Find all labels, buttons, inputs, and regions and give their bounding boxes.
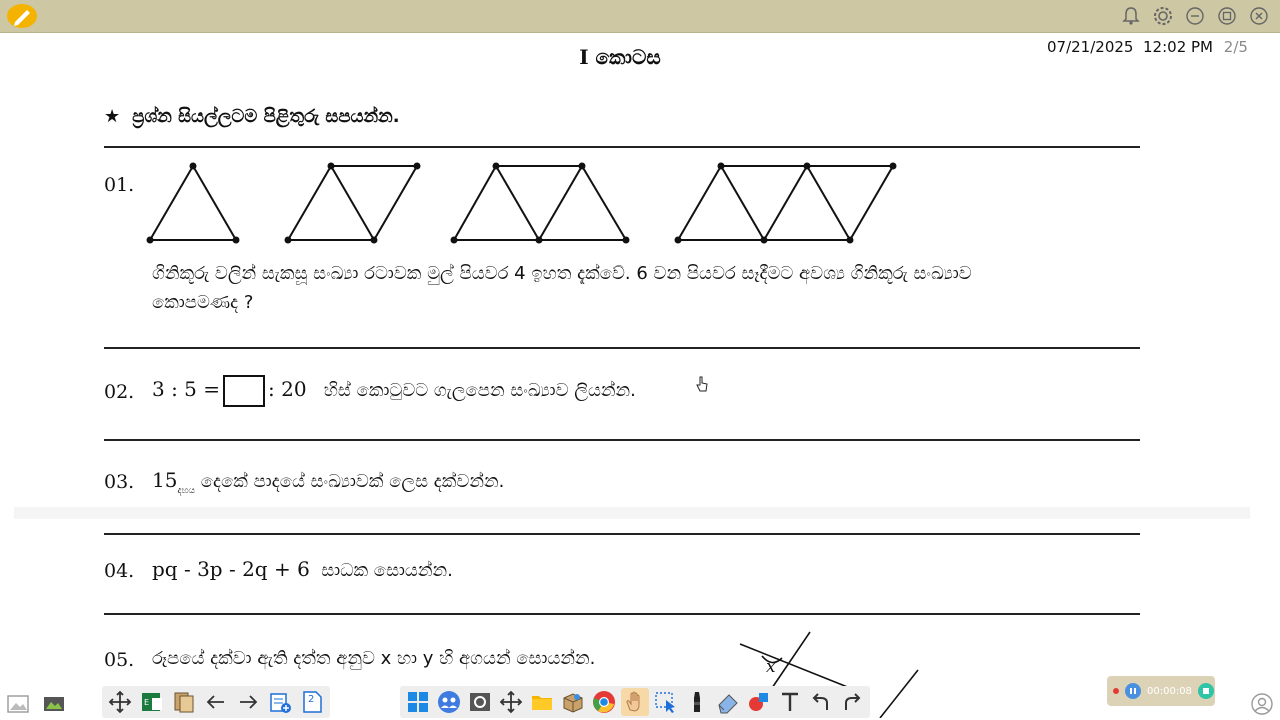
q3-line: [152, 468, 504, 496]
instruction-text: ප්‍රශ්න සියල්ලටම පිළිතුරු සපයන්න.: [132, 106, 400, 127]
q2-text: හිස් කොටුවට ගැලපෙන සංඛ්‍යාව ලියන්න.: [323, 380, 636, 401]
box-icon[interactable]: [559, 688, 587, 716]
tools-toolbar: [400, 686, 870, 718]
whiteboard-icon[interactable]: [138, 688, 166, 716]
svg-text:E: E: [144, 698, 150, 707]
star-icon: ★: [104, 106, 121, 127]
start-icon[interactable]: [404, 688, 432, 716]
q3-number-value: 15: [152, 468, 178, 492]
divider: [104, 533, 1140, 535]
shapes-icon[interactable]: [745, 688, 773, 716]
hand-icon[interactable]: [621, 688, 649, 716]
q2-ratio-left: 3 : 5 =: [152, 377, 221, 401]
corner-left-icons: [4, 690, 68, 718]
folder-icon[interactable]: [528, 688, 556, 716]
move-icon[interactable]: [106, 688, 134, 716]
close-icon[interactable]: [1246, 4, 1272, 28]
gear-icon[interactable]: [1150, 4, 1176, 28]
divider: [104, 613, 1140, 615]
screen-recorder-widget: [1107, 676, 1215, 706]
q4-expression: pq - 3p - 2q + 6: [152, 557, 310, 581]
angle-label-x: x: [766, 657, 776, 677]
divider: [104, 347, 1140, 349]
minimize-icon[interactable]: [1182, 4, 1208, 28]
undo-icon[interactable]: [807, 688, 835, 716]
q1-number: 01.: [104, 174, 135, 196]
q4-line: [152, 557, 453, 581]
q2-number: 02.: [104, 381, 135, 403]
screenshot-icon[interactable]: [466, 688, 494, 716]
stop-recording-icon[interactable]: [1198, 683, 1214, 699]
q5-number: 05.: [104, 649, 135, 671]
text-icon[interactable]: [776, 688, 804, 716]
q1-text-line1: ගිනිකූරු වලින් සැකසූ සංඛ්‍යා රටාවක මුල් පියවර 4 ඉහත දැක්වේ. 6 වන පියවර සෑදීමට අවශ්‍ය ගිනිකූරු සංඛ්‍යාව: [152, 263, 972, 284]
pan-icon[interactable]: [497, 688, 525, 716]
q5-text: රූපයේ දක්වා ඇති දත්ත අනුව x හා y හි අගයන් සොයන්න.: [152, 648, 596, 669]
q3-number: 03.: [104, 471, 135, 493]
teams-icon[interactable]: [435, 688, 463, 716]
redo-icon[interactable]: [838, 688, 866, 716]
q3-text: දෙකේ පාදයේ සංඛ්‍යාවක් ලෙස දක්වන්න.: [200, 471, 505, 492]
scroll-shadow: [14, 507, 1250, 519]
part-title: I කොටස: [579, 45, 661, 69]
next-page-icon[interactable]: [234, 688, 262, 716]
eraser-icon[interactable]: [714, 688, 742, 716]
top-bar: [0, 0, 1280, 33]
q4-text: සාධක සොයන්න.: [321, 560, 453, 581]
divider: [104, 146, 1140, 148]
page-toolbar: [102, 686, 330, 718]
pause-recording-icon[interactable]: [1125, 683, 1141, 699]
recording-time: 00:00:08: [1147, 685, 1192, 697]
restore-icon[interactable]: [1214, 4, 1240, 28]
q2-ratio-right: : 20: [268, 377, 307, 401]
hand-cursor-icon: [696, 376, 708, 396]
chrome-icon[interactable]: [590, 688, 618, 716]
gallery-icon[interactable]: [40, 690, 68, 718]
bell-icon[interactable]: [1118, 4, 1144, 28]
q1-text: [152, 263, 1142, 313]
recording-dot-icon: [1113, 688, 1119, 694]
divider: [104, 439, 1140, 441]
pen-icon[interactable]: [683, 688, 711, 716]
add-page-icon[interactable]: [266, 688, 294, 716]
page-indicator: 2/5: [1223, 38, 1248, 56]
pencil-app-icon[interactable]: [6, 3, 38, 29]
q2-line: [152, 375, 636, 407]
image-icon[interactable]: [4, 690, 32, 718]
select-icon[interactable]: [652, 688, 680, 716]
q2-answer-box: [223, 375, 265, 407]
window-controls: [1118, 4, 1272, 28]
instruction: [104, 106, 400, 127]
matchstick-pattern-figure: [140, 158, 910, 250]
date-text: 07/21/2025: [1047, 38, 1134, 56]
copy-pages-icon[interactable]: [170, 688, 198, 716]
q4-number: 04.: [104, 560, 135, 582]
q1-text-line2: කොපමණද ?: [152, 292, 254, 313]
page-count-icon[interactable]: [298, 688, 326, 716]
page-count-badge: 2: [308, 694, 315, 705]
prev-page-icon[interactable]: [202, 688, 230, 716]
q3-subscript: දහය: [177, 486, 196, 496]
time-text: 12:02 PM: [1143, 38, 1213, 56]
user-account-icon[interactable]: [1250, 692, 1274, 720]
